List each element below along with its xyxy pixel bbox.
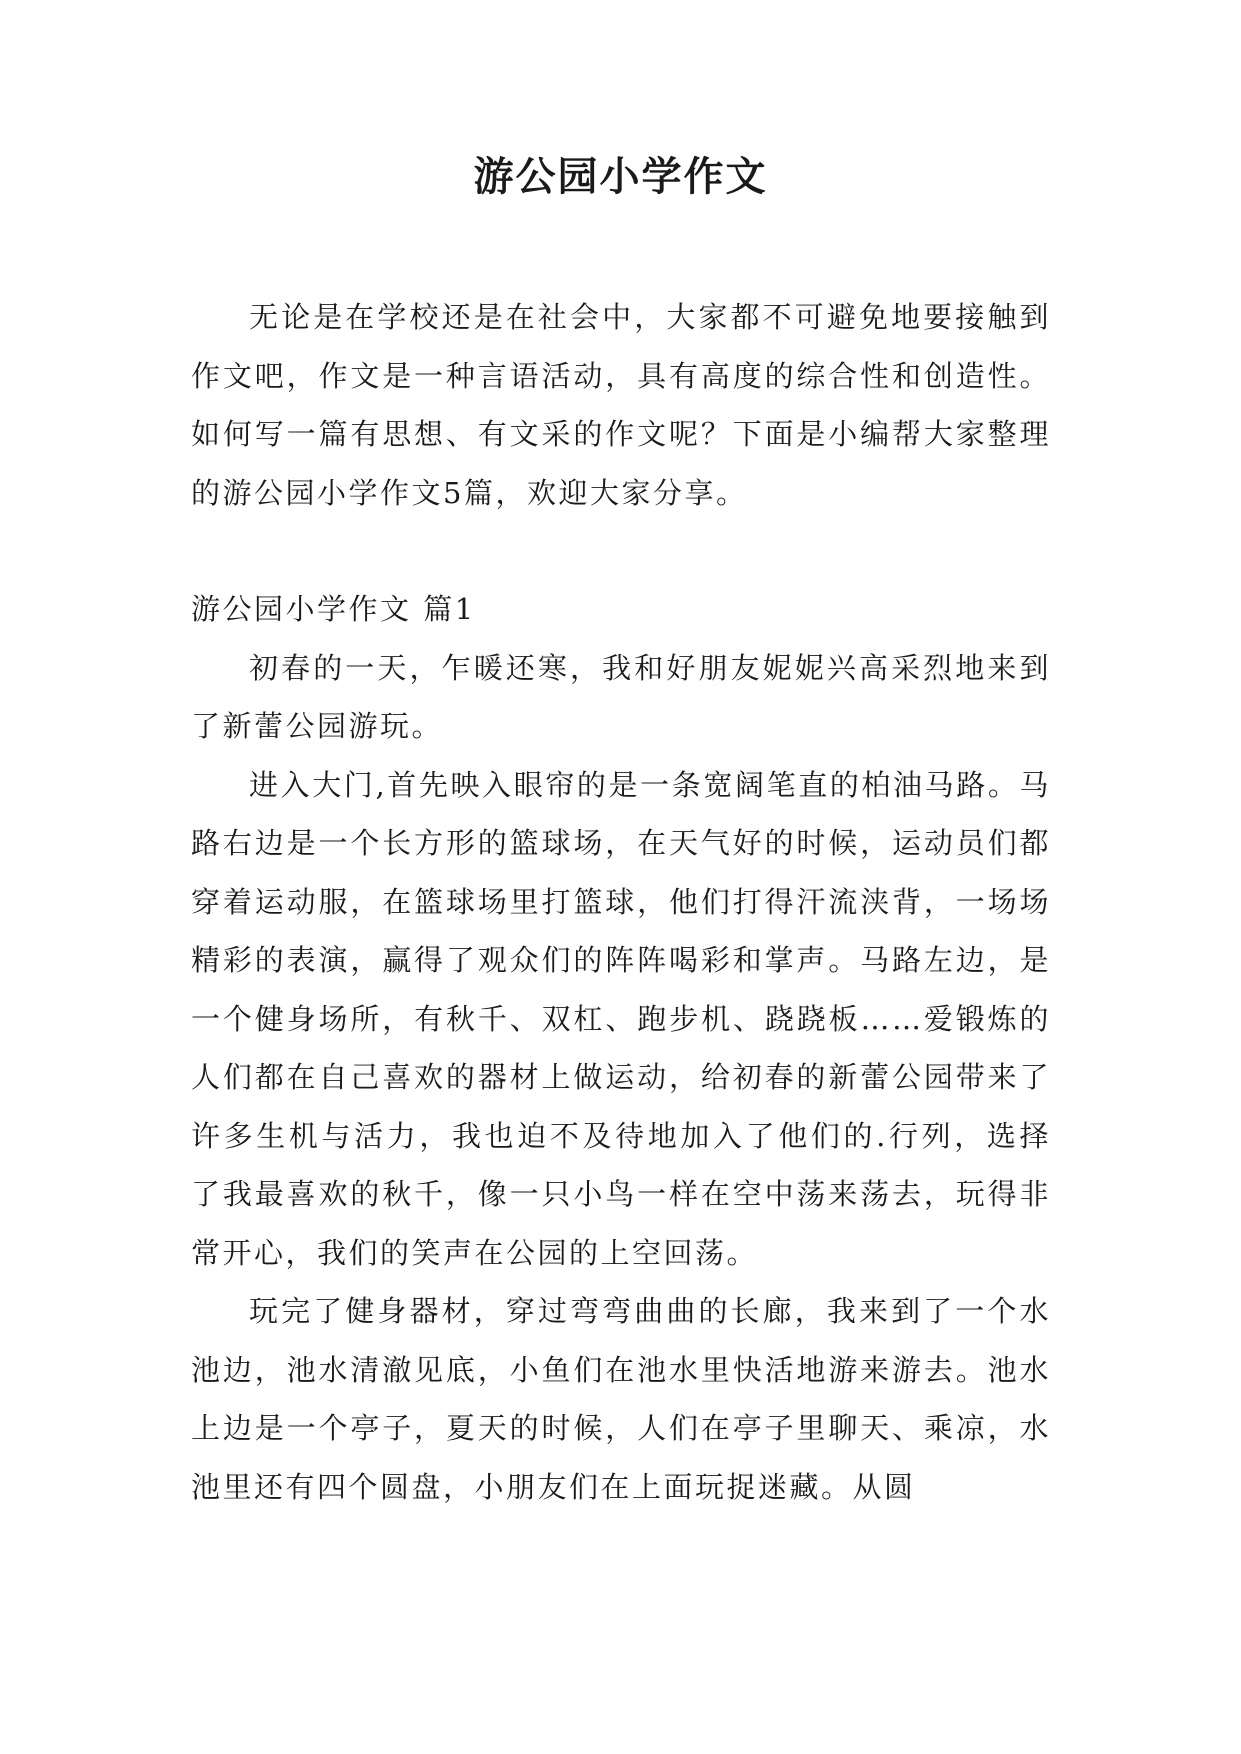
body-paragraph-1: 初春的一天，乍暖还寒，我和好朋友妮妮兴高采烈地来到了新蕾公园游玩。 [191, 650, 1051, 743]
document-title: 游公园小学作文 [473, 153, 768, 200]
body-paragraph-3: 玩完了健身器材，穿过弯弯曲曲的长廊，我来到了一个水池边，池水清澈见底，小鱼们在池水里快活地游来游去。池水上边是一个亭子，夏天的时候，人们在亭子里聊天、乘凉，水池里还有四个圆盘，小朋友们在上面玩捉迷藏。从圆 [191, 1294, 1051, 1504]
document-body [191, 288, 1051, 1516]
intro-paragraph: 无论是在学校还是在社会中，大家都不可避免地要接触到作文吧，作文是一种言语活动，具有高度的综合性和创造性。如何写一篇有思想、有文采的作文呢？下面是小编帮大家整理的游公园小学作文5篇，欢迎大家分享。 [191, 300, 1051, 510]
body-paragraph-2: 进入大门,首先映入眼帘的是一条宽阔笔直的柏油马路。马路右边是一个长方形的篮球场，在天气好的时候，运动员们都穿着运动服，在篮球场里打篮球，他们打得汗流浃背，一场场精彩的表演，赢得了观众们的阵阵喝彩和掌声。马路左边，是一个健身场所，有秋千、双杠、跑步机、跷跷板……爱锻炼的人们都在自己喜欢的器材上做运动，给初春的新蕾公园带来了许多生机与活力，我也迫不及待地加入了他们的.行列，选择了我最喜欢的秋千，像一只小鸟一样在空中荡来荡去，玩得非常开心，我们的笑声在公园的上空回荡。 [191, 767, 1051, 1270]
section-heading: 游公园小学作文 篇1 [191, 592, 476, 626]
